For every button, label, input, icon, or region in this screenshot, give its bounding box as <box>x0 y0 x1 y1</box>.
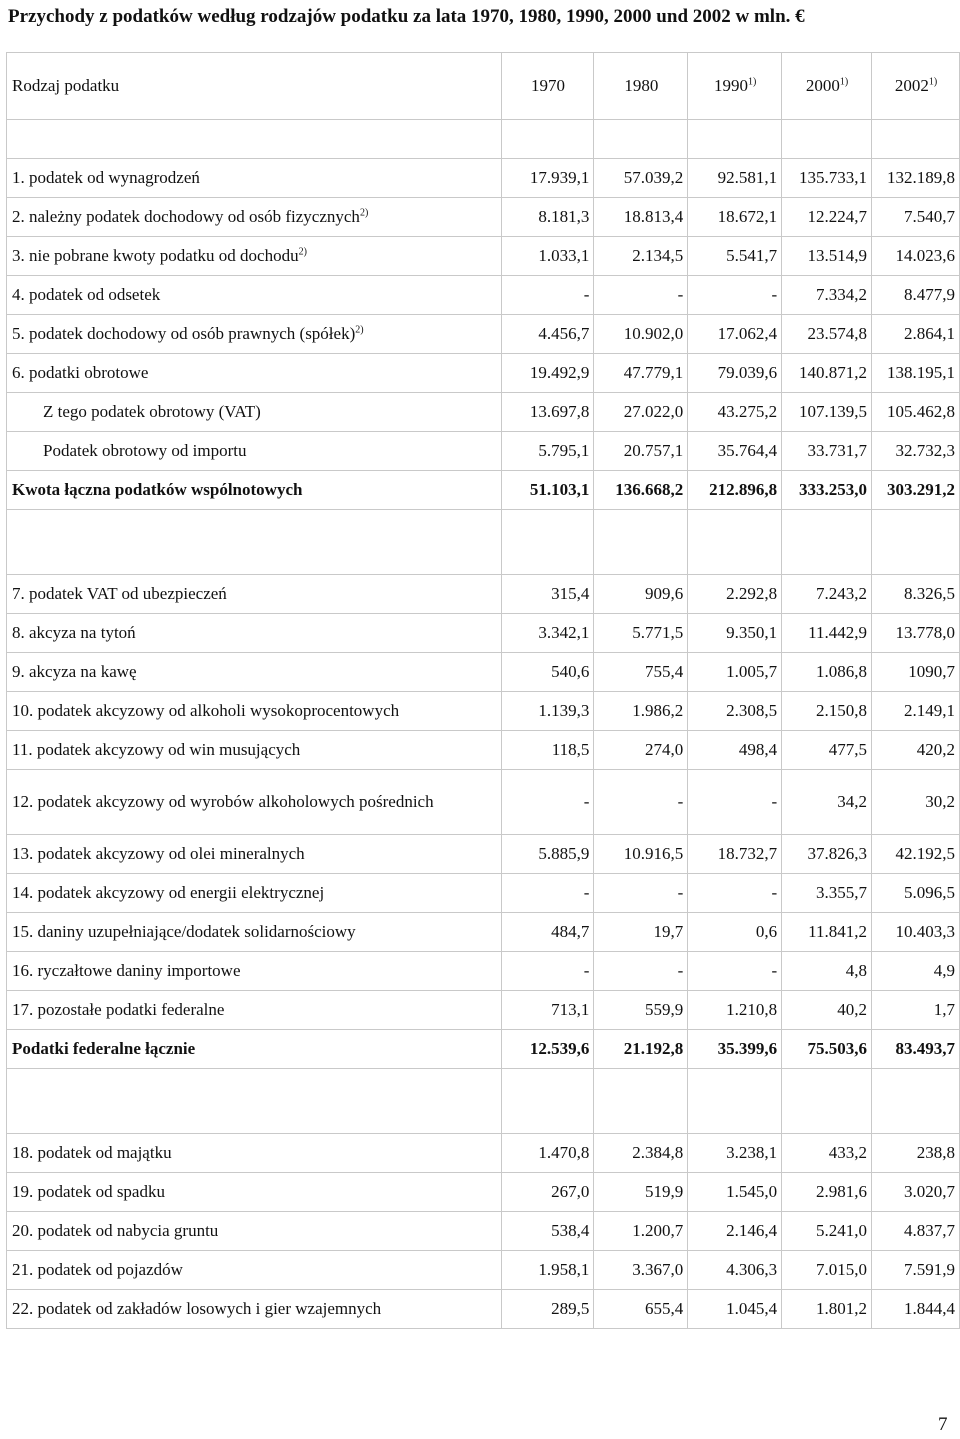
value-cell: 315,4 <box>501 575 594 614</box>
row-label <box>7 1173 502 1212</box>
value-cell: 35.399,6 <box>688 1030 782 1069</box>
value-cell: 3.367,0 <box>594 1251 688 1290</box>
value-cell: 274,0 <box>594 731 688 770</box>
tax-revenue-table <box>6 52 960 1329</box>
row-label-text: 3. nie pobrane kwoty podatku od dochodu <box>12 246 299 265</box>
value-cell: 18.672,1 <box>688 198 782 237</box>
empty-cell <box>501 1069 594 1134</box>
value-cell: - <box>688 770 782 835</box>
value-cell: 17.062,4 <box>688 315 782 354</box>
row-label <box>7 237 502 276</box>
table-row <box>7 913 960 952</box>
table-row <box>7 952 960 991</box>
value-cell: 1.139,3 <box>501 692 594 731</box>
value-cell: 10.916,5 <box>594 835 688 874</box>
value-cell: 138.195,1 <box>872 354 960 393</box>
value-cell: 1.545,0 <box>688 1173 782 1212</box>
row-label <box>7 198 502 237</box>
value-cell: 7.243,2 <box>782 575 872 614</box>
table-row <box>7 1251 960 1290</box>
table-row <box>7 614 960 653</box>
value-cell: - <box>594 276 688 315</box>
empty-cell <box>688 1069 782 1134</box>
row-label <box>7 575 502 614</box>
value-cell: 30,2 <box>872 770 960 835</box>
value-cell: 13.514,9 <box>782 237 872 276</box>
value-cell: 4.837,7 <box>872 1212 960 1251</box>
row-label <box>7 731 502 770</box>
value-cell: 909,6 <box>594 575 688 614</box>
value-cell: 212.896,8 <box>688 471 782 510</box>
table-row <box>7 432 960 471</box>
value-cell: 32.732,3 <box>872 432 960 471</box>
value-cell: 33.731,7 <box>782 432 872 471</box>
table-row <box>7 692 960 731</box>
tax-revenue-table-body <box>7 53 960 1329</box>
empty-cell <box>782 120 872 159</box>
row-label-text: Kwota łączna podatków wspólnotowych <box>12 480 303 499</box>
row-label <box>7 913 502 952</box>
header-year <box>594 53 688 120</box>
empty-cell <box>782 510 872 575</box>
value-cell: 2.146,4 <box>688 1212 782 1251</box>
value-cell: 136.668,2 <box>594 471 688 510</box>
value-cell: - <box>501 276 594 315</box>
row-label <box>7 393 502 432</box>
value-cell: 1.005,7 <box>688 653 782 692</box>
table-row <box>7 874 960 913</box>
value-cell: 3.342,1 <box>501 614 594 653</box>
empty-cell <box>872 510 960 575</box>
row-label <box>7 159 502 198</box>
value-cell: 8.326,5 <box>872 575 960 614</box>
value-cell: 118,5 <box>501 731 594 770</box>
value-cell: - <box>594 874 688 913</box>
header-year-text: 2002 <box>894 76 929 95</box>
footnote-marker: 1) <box>748 76 757 88</box>
value-cell: 289,5 <box>501 1290 594 1329</box>
table-row <box>7 770 960 835</box>
value-cell: 14.023,6 <box>872 237 960 276</box>
row-label-text: 5. podatek dochodowy od osób prawnych (spółek) <box>12 324 356 343</box>
value-cell: 7.334,2 <box>782 276 872 315</box>
value-cell: 5.541,7 <box>688 237 782 276</box>
value-cell: 238,8 <box>872 1134 960 1173</box>
value-cell: 35.764,4 <box>688 432 782 471</box>
value-cell: 755,4 <box>594 653 688 692</box>
value-cell: 12.539,6 <box>501 1030 594 1069</box>
value-cell: 1.844,4 <box>872 1290 960 1329</box>
row-label <box>7 1212 502 1251</box>
value-cell: 13.778,0 <box>872 614 960 653</box>
row-label-text: 11. podatek akcyzowy od win musujących <box>12 740 301 759</box>
row-label <box>7 835 502 874</box>
header-year <box>782 53 872 120</box>
value-cell: 433,2 <box>782 1134 872 1173</box>
value-cell: 655,4 <box>594 1290 688 1329</box>
value-cell: 4.306,3 <box>688 1251 782 1290</box>
value-cell: 2.292,8 <box>688 575 782 614</box>
row-label-text: 8. akcyza na tytoń <box>12 623 136 642</box>
value-cell: 47.779,1 <box>594 354 688 393</box>
header-year <box>688 53 782 120</box>
value-cell: 5.771,5 <box>594 614 688 653</box>
empty-cell <box>872 1069 960 1134</box>
spacer-row <box>7 120 960 159</box>
page-title: Przychody z podatków według rodzajów podatku za lata 1970, 1980, 1990, 2000 und 2002 w mln. € <box>8 6 805 27</box>
empty-cell <box>501 120 594 159</box>
value-cell: 8.477,9 <box>872 276 960 315</box>
footnote-marker: 1) <box>839 76 849 88</box>
value-cell: 135.733,1 <box>782 159 872 198</box>
row-label-text: Podatki federalne łącznie <box>12 1039 196 1058</box>
value-cell: - <box>501 952 594 991</box>
row-label-text: 1. podatek od wynagrodzeń <box>12 168 200 187</box>
page-number: 7 <box>938 1414 948 1435</box>
value-cell: 1,7 <box>872 991 960 1030</box>
value-cell: 484,7 <box>501 913 594 952</box>
value-cell: 538,4 <box>501 1212 594 1251</box>
value-cell: 713,1 <box>501 991 594 1030</box>
row-label <box>7 315 502 354</box>
empty-cell <box>7 120 502 159</box>
value-cell: 303.291,2 <box>872 471 960 510</box>
spacer-row <box>7 1069 960 1134</box>
value-cell: 1.210,8 <box>688 991 782 1030</box>
footnote-marker: 2) <box>355 324 364 336</box>
empty-cell <box>594 510 688 575</box>
value-cell: 37.826,3 <box>782 835 872 874</box>
value-cell: 27.022,0 <box>594 393 688 432</box>
header-year-text: 1970 <box>530 76 565 95</box>
row-label-text: 4. podatek od odsetek <box>12 285 161 304</box>
value-cell: 2.308,5 <box>688 692 782 731</box>
value-cell: 3.238,1 <box>688 1134 782 1173</box>
value-cell: 79.039,6 <box>688 354 782 393</box>
value-cell: 4.456,7 <box>501 315 594 354</box>
empty-cell <box>501 510 594 575</box>
row-label-text: 7. podatek VAT od ubezpieczeń <box>12 584 227 603</box>
footnote-marker: 1) <box>928 76 938 88</box>
row-label <box>7 432 502 471</box>
value-cell: 23.574,8 <box>782 315 872 354</box>
empty-cell <box>688 510 782 575</box>
table-row <box>7 835 960 874</box>
row-label-text: 21. podatek od pojazdów <box>12 1260 183 1279</box>
value-cell: 8.181,3 <box>501 198 594 237</box>
table-row <box>7 1290 960 1329</box>
value-cell: 420,2 <box>872 731 960 770</box>
value-cell: 540,6 <box>501 653 594 692</box>
table-row <box>7 237 960 276</box>
value-cell: 17.939,1 <box>501 159 594 198</box>
value-cell: 42.192,5 <box>872 835 960 874</box>
table-row <box>7 354 960 393</box>
row-label <box>7 1134 502 1173</box>
header-year-text: 1980 <box>624 76 659 95</box>
value-cell: 5.241,0 <box>782 1212 872 1251</box>
value-cell: 19.492,9 <box>501 354 594 393</box>
table-row <box>7 198 960 237</box>
row-label-text: Podatek obrotowy od importu <box>43 441 247 460</box>
footnote-marker: 2) <box>359 207 369 219</box>
value-cell: 5.885,9 <box>501 835 594 874</box>
value-cell: 18.813,4 <box>594 198 688 237</box>
value-cell: 7.015,0 <box>782 1251 872 1290</box>
spacer-row <box>7 510 960 575</box>
value-cell: 83.493,7 <box>872 1030 960 1069</box>
row-label <box>7 874 502 913</box>
value-cell: 7.591,9 <box>872 1251 960 1290</box>
row-label-text: 19. podatek od spadku <box>12 1182 165 1201</box>
value-cell: 7.540,7 <box>872 198 960 237</box>
row-label <box>7 692 502 731</box>
header-year <box>501 53 594 120</box>
value-cell: 559,9 <box>594 991 688 1030</box>
value-cell: 10.902,0 <box>594 315 688 354</box>
row-label <box>7 952 502 991</box>
table-row <box>7 471 960 510</box>
row-label <box>7 614 502 653</box>
row-label-text: 18. podatek od majątku <box>12 1143 172 1162</box>
table-row <box>7 1173 960 1212</box>
value-cell: 11.442,9 <box>782 614 872 653</box>
row-label-text: 13. podatek akcyzowy od olei mineralnych <box>12 844 305 863</box>
row-label <box>7 276 502 315</box>
value-cell: 1090,7 <box>872 653 960 692</box>
value-cell: 51.103,1 <box>501 471 594 510</box>
table-row <box>7 393 960 432</box>
value-cell: 2.981,6 <box>782 1173 872 1212</box>
value-cell: 13.697,8 <box>501 393 594 432</box>
value-cell: - <box>501 874 594 913</box>
value-cell: 1.086,8 <box>782 653 872 692</box>
table-row <box>7 1212 960 1251</box>
row-label-text: 15. daniny uzupełniające/dodatek solidarnościowy <box>12 922 356 941</box>
header-row <box>7 53 960 120</box>
value-cell: 1.045,4 <box>688 1290 782 1329</box>
value-cell: - <box>594 952 688 991</box>
value-cell: 20.757,1 <box>594 432 688 471</box>
value-cell: 19,7 <box>594 913 688 952</box>
table-row <box>7 159 960 198</box>
row-label-text: 2. należny podatek dochodowy od osób fizycznych <box>12 207 360 226</box>
value-cell: 40,2 <box>782 991 872 1030</box>
value-cell: 2.149,1 <box>872 692 960 731</box>
row-label <box>7 653 502 692</box>
row-label-text: 10. podatek akcyzowy od alkoholi wysokoprocentowych <box>12 701 400 720</box>
value-cell: 4,9 <box>872 952 960 991</box>
row-label <box>7 1251 502 1290</box>
empty-cell <box>7 510 502 575</box>
row-label-text: 16. ryczałtowe daniny importowe <box>12 961 241 980</box>
value-cell: 5.096,5 <box>872 874 960 913</box>
value-cell: 2.384,8 <box>594 1134 688 1173</box>
value-cell: - <box>594 770 688 835</box>
value-cell: 4,8 <box>782 952 872 991</box>
value-cell: 107.139,5 <box>782 393 872 432</box>
value-cell: - <box>688 874 782 913</box>
row-label-text: 17. pozostałe podatki federalne <box>12 1000 225 1019</box>
value-cell: 57.039,2 <box>594 159 688 198</box>
value-cell: 333.253,0 <box>782 471 872 510</box>
empty-cell <box>7 1069 502 1134</box>
footnote-marker: 2) <box>298 246 307 258</box>
row-label-text: 20. podatek od nabycia gruntu <box>12 1221 219 1240</box>
value-cell: 1.958,1 <box>501 1251 594 1290</box>
empty-cell <box>594 120 688 159</box>
table-row <box>7 575 960 614</box>
value-cell: 12.224,7 <box>782 198 872 237</box>
row-label-text: Z tego podatek obrotowy (VAT) <box>43 402 261 421</box>
value-cell: 9.350,1 <box>688 614 782 653</box>
value-cell: 18.732,7 <box>688 835 782 874</box>
row-label-text: 12. podatek akcyzowy od wyrobów alkoholowych pośrednich <box>12 792 434 811</box>
row-label <box>7 1030 502 1069</box>
row-label <box>7 471 502 510</box>
value-cell: 477,5 <box>782 731 872 770</box>
row-label-text: 9. akcyza na kawę <box>12 662 137 681</box>
table-row <box>7 1030 960 1069</box>
table-row <box>7 1134 960 1173</box>
row-label <box>7 354 502 393</box>
value-cell: 1.470,8 <box>501 1134 594 1173</box>
value-cell: 10.403,3 <box>872 913 960 952</box>
value-cell: 267,0 <box>501 1173 594 1212</box>
value-cell: 34,2 <box>782 770 872 835</box>
row-label-text: 22. podatek od zakładów losowych i gier wzajemnych <box>12 1299 382 1318</box>
table-row <box>7 731 960 770</box>
value-cell: 11.841,2 <box>782 913 872 952</box>
table-row <box>7 276 960 315</box>
value-cell: - <box>688 276 782 315</box>
value-cell: - <box>501 770 594 835</box>
value-cell: 1.033,1 <box>501 237 594 276</box>
row-label <box>7 991 502 1030</box>
value-cell: 2.864,1 <box>872 315 960 354</box>
empty-cell <box>782 1069 872 1134</box>
empty-cell <box>594 1069 688 1134</box>
value-cell: 5.795,1 <box>501 432 594 471</box>
value-cell: 1.986,2 <box>594 692 688 731</box>
value-cell: 498,4 <box>688 731 782 770</box>
value-cell: 1.200,7 <box>594 1212 688 1251</box>
value-cell: 3.020,7 <box>872 1173 960 1212</box>
value-cell: 519,9 <box>594 1173 688 1212</box>
row-label <box>7 770 502 835</box>
value-cell: 0,6 <box>688 913 782 952</box>
row-label-text: 6. podatki obrotowe <box>12 363 149 382</box>
table-row <box>7 315 960 354</box>
row-label-text: 14. podatek akcyzowy od energii elektrycznej <box>12 883 325 902</box>
value-cell: 43.275,2 <box>688 393 782 432</box>
value-cell: 92.581,1 <box>688 159 782 198</box>
header-year-text: 2000 <box>805 76 840 95</box>
value-cell: 1.801,2 <box>782 1290 872 1329</box>
empty-cell <box>872 120 960 159</box>
header-label: Rodzaj podatku <box>7 53 502 120</box>
value-cell: 132.189,8 <box>872 159 960 198</box>
row-label <box>7 1290 502 1329</box>
table-row <box>7 991 960 1030</box>
value-cell: 75.503,6 <box>782 1030 872 1069</box>
value-cell: - <box>688 952 782 991</box>
table-row <box>7 653 960 692</box>
header-year <box>872 53 960 120</box>
value-cell: 2.134,5 <box>594 237 688 276</box>
value-cell: 21.192,8 <box>594 1030 688 1069</box>
value-cell: 140.871,2 <box>782 354 872 393</box>
header-year-text: 1990 <box>714 76 749 95</box>
value-cell: 3.355,7 <box>782 874 872 913</box>
empty-cell <box>688 120 782 159</box>
value-cell: 2.150,8 <box>782 692 872 731</box>
value-cell: 105.462,8 <box>872 393 960 432</box>
